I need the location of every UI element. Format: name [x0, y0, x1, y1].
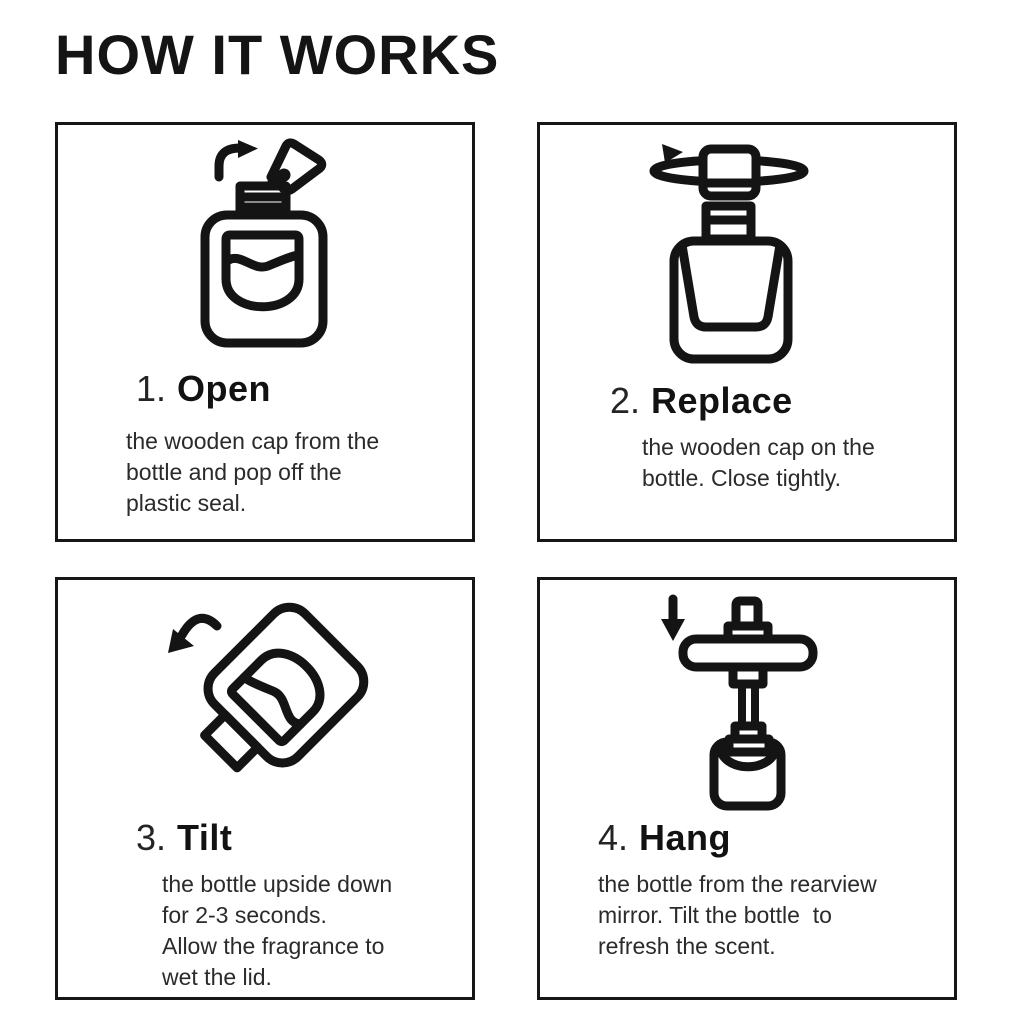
description-line: plastic seal. [126, 490, 247, 516]
open-bottle-icon [196, 139, 376, 351]
description-line: the wooden cap on the [642, 434, 875, 460]
step-description [162, 869, 392, 993]
description-line: Allow the fragrance to [162, 933, 385, 959]
steps-grid [55, 122, 957, 1000]
description-line: for 2-3 seconds. [162, 902, 327, 928]
description-line: the bottle upside down [162, 871, 393, 897]
step-heading [610, 380, 793, 421]
step-number: 4. [598, 817, 629, 858]
step-panel-replace [537, 122, 957, 542]
description-line: the bottle from the rearview [598, 871, 877, 897]
replace-cap-icon [646, 141, 856, 363]
step-description [642, 432, 875, 494]
hang-bottle-icon [606, 593, 826, 808]
step-panel-tilt [55, 577, 475, 1000]
step-name: Tilt [177, 817, 233, 858]
step-description [598, 869, 877, 962]
description-line: wet the lid. [162, 964, 272, 990]
description-line: bottle. Close tightly. [642, 465, 842, 491]
step-heading [136, 368, 272, 409]
description-line: the wooden cap from the [126, 428, 380, 454]
step-panel-hang [537, 577, 957, 1000]
step-name: Replace [651, 380, 793, 421]
step-name: Open [177, 368, 272, 409]
step-number: 3. [136, 817, 167, 858]
step-name: Hang [639, 817, 732, 858]
page-title: HOW IT WORKS [55, 23, 500, 86]
step-number: 2. [610, 380, 641, 421]
step-panel-open [55, 122, 475, 542]
step-description [126, 426, 379, 519]
description-line: bottle and pop off the [126, 459, 342, 485]
step-heading [598, 817, 732, 858]
description-line: mirror. Tilt the bottle to [598, 902, 832, 928]
step-number: 1. [136, 368, 167, 409]
tilt-bottle-icon [160, 595, 376, 807]
description-line: refresh the scent. [598, 933, 776, 959]
step-heading [136, 817, 233, 858]
